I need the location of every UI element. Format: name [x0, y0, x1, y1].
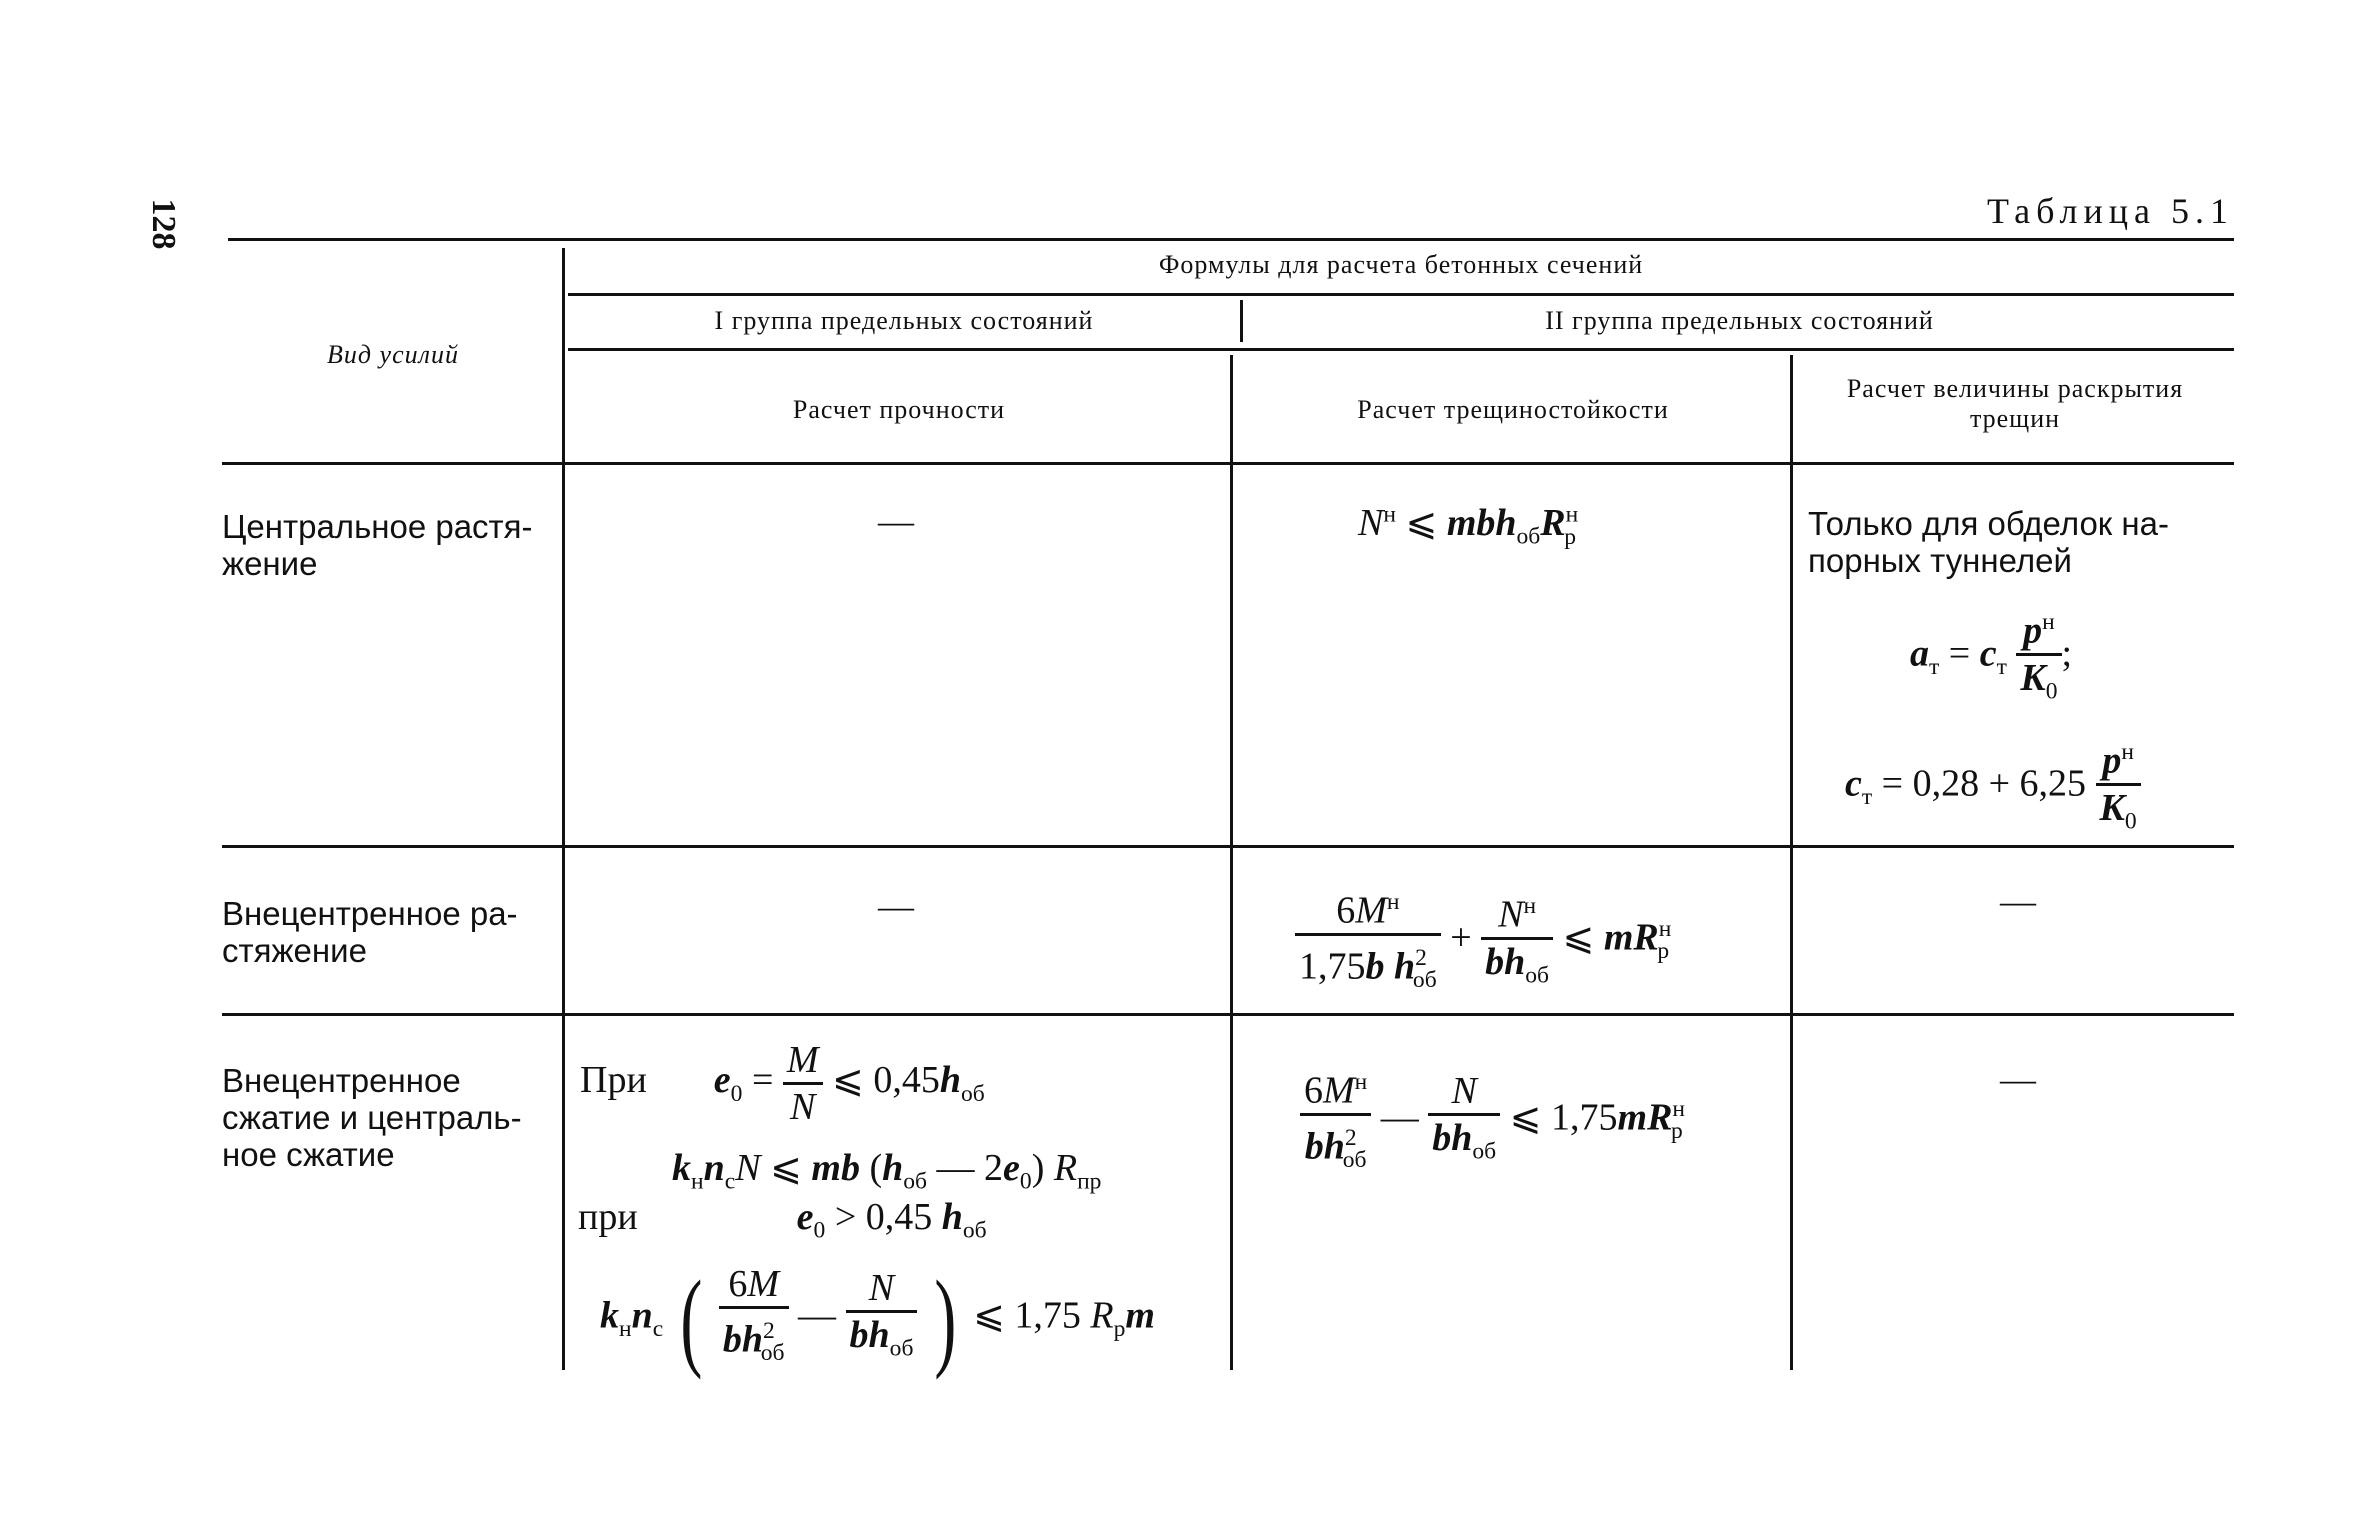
column-divider-1	[562, 248, 565, 1370]
formula-crack-width-at: $a_т = c_т$ $\frac{p^н}{K_0}$ ;	[1910, 600, 2072, 713]
header-rule-formulas	[568, 293, 2234, 296]
header-bottom-rule	[222, 462, 2234, 465]
row-label-line: Внецентренное	[222, 1062, 461, 1099]
row-label-line: Центральное растя-	[222, 508, 533, 545]
header-crack-resistance: Расчет трещиностойкости	[1357, 395, 1669, 424]
header-crack-width-line1: Расчет величины раскрытия	[1846, 374, 2184, 403]
formula-crack-resistance-compression: $\frac{6M^н}{bh^2_{об}}$ — $\frac{N}{bh_{об}}$ ⩽ $1,75mR^н_р$	[1300, 1060, 1683, 1182]
row-label-line: жение	[222, 545, 318, 582]
column-divider-2	[1230, 355, 1233, 1370]
row-label-line: Внецентренное ра-	[222, 895, 518, 932]
dash-strength-eccentric-tension: —	[878, 886, 914, 926]
row-label-compression	[222, 1062, 557, 1173]
row-label-eccentric-tension	[222, 895, 557, 969]
header-rule-groups	[568, 348, 2234, 351]
column-divider-3	[1790, 355, 1793, 1370]
dash-strength-central-tension: —	[878, 501, 914, 541]
formula-crack-width-ct: $c_т = 0,28 + 6,25$ $\frac{p^н}{K_0}$	[1845, 730, 2141, 843]
header-group-1: I группа предельных состояний	[714, 306, 1094, 335]
header-strength: Расчет прочности	[792, 395, 1006, 424]
row-label-line: сжатие и централь-	[222, 1099, 522, 1136]
table-top-rule	[228, 238, 2234, 241]
formula-strength-condition-2: при $e_0 > 0,45$ $h_{об}$	[578, 1196, 987, 1244]
word-pri: При	[580, 1059, 647, 1102]
formula-crack-resistance-eccentric-tension: $\frac{6M^н}{1,75b h^2_{об}}$ + $\frac{N^н}{bh_{об}}$ ⩽ $mR^н_р$	[1295, 880, 1669, 1002]
formula-crack-resistance-central: $N^н$ ⩽ $mbh_{об}R^н_р$	[1358, 501, 1579, 550]
formula-strength-condition-1: При $e_0$ = $\frac{M}{N}$ ⩽ $0,45h_{об}$	[580, 1039, 985, 1128]
dash-crack-width-eccentric-tension: —	[2000, 881, 2036, 921]
row-label-central-tension	[222, 508, 557, 582]
header-formulas: Формулы для расчета бетонных сечений	[1158, 250, 1644, 279]
crack-width-note	[1808, 505, 2248, 579]
row-divider-1	[222, 845, 2234, 848]
page-number: 128	[145, 198, 182, 250]
table-title: Таблица 5.1	[1987, 191, 2234, 231]
row-divider-2	[222, 1013, 2234, 1016]
word-pri: при	[578, 1196, 638, 1238]
row-label-line: ное сжатие	[222, 1136, 395, 1173]
dash-crack-width-compression: —	[2000, 1059, 2036, 1099]
header-crack-width-line2: трещин	[1969, 404, 2061, 433]
row-label-line: стяжение	[222, 932, 367, 969]
column-divider-group	[1240, 300, 1243, 342]
formula-strength-main-2: $k_нn_с$ ( $\frac{6M}{bh^2_{об}}$ — $\frac{N}{bh_{об}}$ ) ⩽ 1,75 $R_рm$	[600, 1257, 1155, 1380]
formula-strength-main-1: $k_нn_сN$ ⩽ mb ($h_{об}$ — $2e_0$) $R_{пр}$	[672, 1147, 1102, 1195]
header-row-kind: Вид усилий	[327, 340, 459, 369]
header-group-2: II группа предельных состояний	[1545, 306, 1934, 335]
crack-width-note-line: порных туннелей	[1808, 542, 2072, 579]
crack-width-note-line: Только для обделок на-	[1808, 505, 2169, 542]
